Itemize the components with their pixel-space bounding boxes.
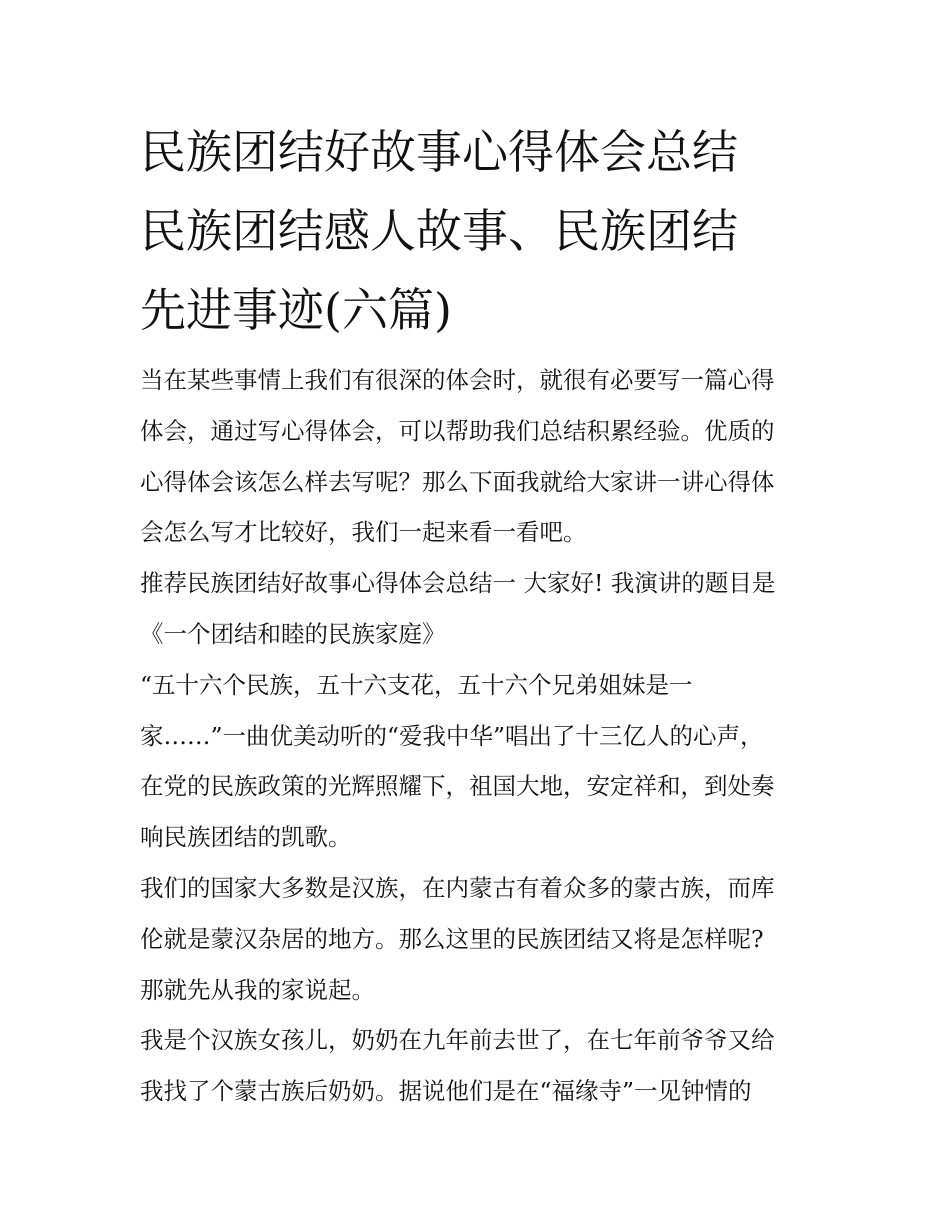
body-line: 心得体会该怎么样去写呢？那么下面我就给大家讲一讲心得体	[140, 467, 775, 496]
body-line: 响民族团结的凯歌。	[140, 823, 352, 852]
body-line: 推荐民族团结好故事心得体会总结一 大家好! 我演讲的题目是	[140, 569, 776, 598]
title-line: 先进事迹(六篇)	[140, 283, 452, 337]
body-line: 在党的民族政策的光辉照耀下，祖国大地，安定祥和，到处奏	[140, 772, 775, 801]
body-line: 我是个汉族女孩儿，奶奶在九年前去世了，在七年前爷爷又给	[140, 1026, 775, 1055]
body-line: 我们的国家大多数是汉族，在内蒙古有着众多的蒙古族，而库	[140, 873, 775, 902]
title-line: 民族团结好故事心得体会总结	[140, 125, 738, 179]
body-line: 我找了个蒙古族后奶奶。据说他们是在“福缘寺”一见钟情的	[140, 1077, 752, 1106]
title-line: 民族团结感人故事、民族团结	[140, 204, 738, 258]
body-line: 伦就是蒙汉杂居的地方。那么这里的民族团结又将是怎样呢?	[140, 924, 764, 953]
body-line: 体会，通过写心得体会，可以帮助我们总结积累经验。优质的	[140, 416, 775, 445]
body-line: 那就先从我的家说起。	[140, 975, 375, 1004]
body-line: 当在某些事情上我们有很深的体会时，就很有必要写一篇心得	[140, 366, 775, 394]
document-title	[140, 113, 820, 350]
body-line: 家……”一曲优美动听的“爱我中华”唱出了十三亿人的心声，	[140, 721, 764, 750]
body-line: 《一个团结和睦的民族家庭》	[140, 619, 446, 648]
body-line: 会怎么写才比较好，我们一起来看一看吧。	[140, 518, 587, 547]
document-body	[140, 355, 820, 1117]
body-line: “五十六个民族，五十六支花，五十六个兄弟姐妹是一	[140, 670, 693, 699]
